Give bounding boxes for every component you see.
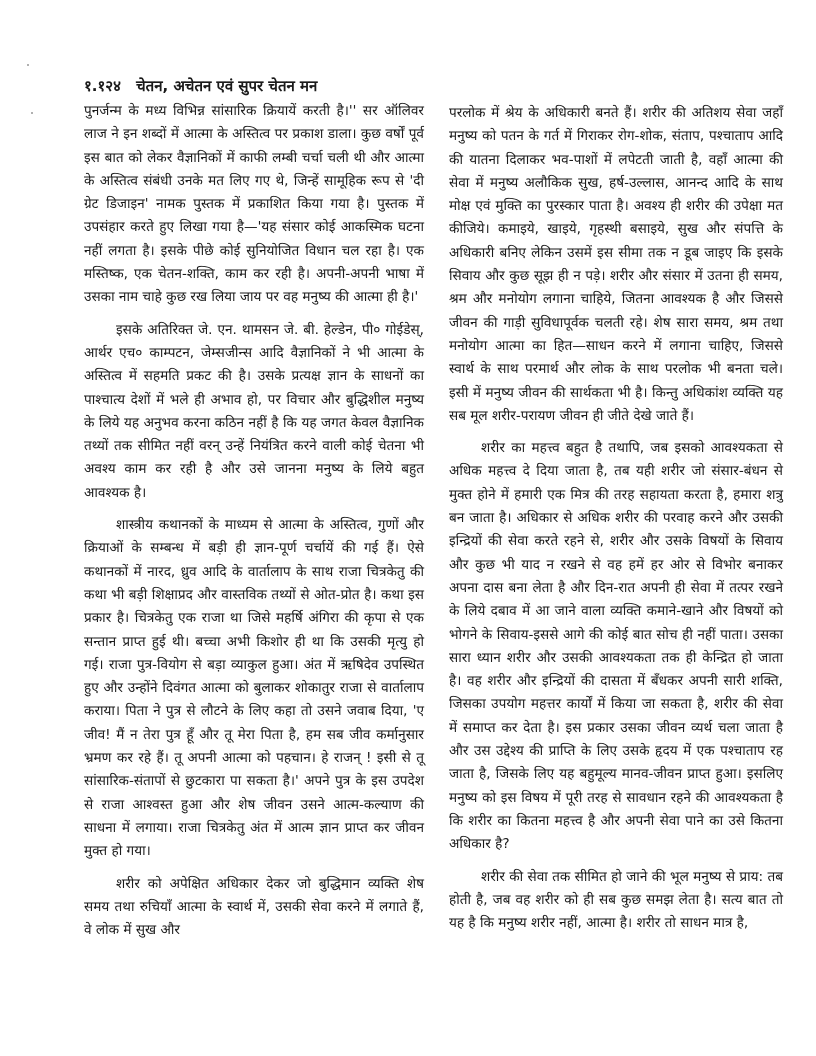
paragraph: शरीर की सेवा तक सीमित हो जाने की भूल मनुष्य से प्राय: तब होती है, जब वह शरीर को ही सब कुछ समझ लेता है। सत्य बात तो यह है कि मनुष्य शरीर नहीं, आत्मा है। शरीर तो साधन मात्र है, xyxy=(449,868,783,932)
left-column xyxy=(84,100,424,951)
paragraph: इसके अतिरिक्त जे. एन. थामसन जे. बी. हेल्डेन, पी० गोईडेस्, आर्थर एच० काम्पटन, जेम्सजीन्स आदि वैज्ञानिकों ने भी आत्मा के अस्तित्व में सहमति प्रकट की है। उसके प्रत्यक्ष ज्ञान के साधनों का पाश्चात्य देशों में भले ही अभाव हो, पर विचार और बुद्धिशील मनुष्य के लिये यह अनुभव करना कठिन नहीं है कि यह जगत केवल वैज्ञानिक तथ्यों तक सीमित नहीं वरन् उन्हें नियंत्रित करने वाली कोई चेतना भी अवश्य काम कर रही है और उसे जानना मनुष्य के लिये बहुत आवश्यक है। xyxy=(84,321,424,501)
paragraph: पुनर्जन्म के मध्य विभिन्न सांसारिक क्रियायें करती है।'' सर ऑलिवर लाज ने इन शब्दों में आत्मा के अस्तित्व पर प्रकाश डाला। कुछ वर्षों पूर्व इस बात को लेकर वैज्ञानिकों में काफी लम्बी चर्चा चली थी और आत्मा के अस्तित्व संबंधी उनके मत लिए गए थे, जिन्हें सामूहिक रूप से 'दी ग्रेट डिजाइन' नामक पुस्तक में प्रकाशित किया गया है। पुस्तक में उपसंहार करते हुए लिखा गया है—'यह संसार कोई आकस्मिक घटना नहीं लगता है। इसके पीछे कोई सुनियोजित विधान चल रहा है। एक मस्तिष्क, एक चेतन-शक्ति, काम कर रही है। अपनी-अपनी भाषा में उसका नाम चाहे कुछ रख लिया जाय पर वह मनुष्य की आत्मा ही है।' xyxy=(84,103,424,306)
paragraph: परलोक में श्रेय के अधिकारी बनते हैं। शरीर की अतिशय सेवा जहाँ मनुष्य को पतन के गर्त में गिराकर रोग-शोक, संताप, पश्चाताप आदि की यातना दिलाकर भव-पाशों में लपेटती जाती है, वहाँ आत्मा की सेवा में मनुष्य अलौकिक सुख, हर्ष-उल्लास, आनन्द आदि के साथ मोक्ष एवं मुक्ति का पुरस्कार पाता है। अवश्य ही शरीर की उपेक्षा मत कीजिये। कमाइये, खाइये, गृहस्थी बसाइये, सुख और संपत्ति के अधिकारी बनिए लेकिन उसमें इस सीमा तक न डूब जाइए कि इसके सिवाय और कुछ सूझ ही न पड़े। शरीर और संसार में उतना ही समय, श्रम और मनोयोग लगाना चाहिये, जितना आवश्यक है और जिससे जीवन की गाड़ी सुविधापूर्वक चलती रहे। शेष सारा समय, श्रम तथा मनोयोग आत्मा का हित—साधन करने में लगाना चाहिए, जिससे स्वार्थ के साथ परमार्थ और लोक के साथ परलोक भी बनता चले। इसी में मनुष्य जीवन की सार्थकता भी है। किन्तु अधिकांश व्यक्ति यह सब मूल शरीर-परायण जीवन ही जीते देखे जाते हैं। xyxy=(449,105,783,424)
page-header xyxy=(84,76,317,96)
scan-speck xyxy=(27,64,29,66)
page-number: १.१२४ xyxy=(84,77,121,95)
paragraph: शरीर को अपेक्षित अधिकार देकर जो बुद्धिमान व्यक्ति शेष समय तथा रुचियाँ आत्मा के स्वार्थ में, उसकी सेवा करने में लगाते हैं, वे लोक में सुख और xyxy=(84,875,424,939)
running-title: चेतन, अचेतन एवं सुपर चेतन मन xyxy=(136,77,318,95)
right-column xyxy=(449,102,783,944)
paragraph: शरीर का महत्त्व बहुत है तथापि, जब इसको आवश्यकता से अधिक महत्त्व दे दिया जाता है, तब यही शरीर जो संसार-बंधन से मुक्त होने में हमारी एक मित्र की तरह सहायता करता है, हमारा शत्रु बन जाता है। अधिकार से अधिक शरीर की परवाह करने और उसकी इन्द्रियों की सेवा करते रहने से, शरीर और उसके विषयों के सिवाय और कुछ भी याद न रखने से वह हमें हर ओर से विभोर बनाकर अपना दास बना लेता है और दिन-रात अपनी ही सेवा में तत्पर रखने के लिये दबाव में आ जाने वाला व्यक्ति कमाने-खाने और विषयों को भोगने के सिवाय-इससे आगे की कोई बात सोच ही नहीं पाता। उसका सारा ध्यान शरीर और उसकी आवश्यकता तक ही केन्द्रित हो जाता है। वह शरीर और इन्द्रियों की दासता में बँधकर अपनी सारी शक्ति, जिसका उपयोग महत्तर कार्यों में किया जा सकता है, शरीर की सेवा में समाप्त कर देता है। इस प्रकार उसका जीवन व्यर्थ चला जाता है और उस उद्देश्य की प्राप्ति के लिए उसके हृदय में एक पश्चाताप रह जाता है, जिसके लिए यह बहुमूल्य मानव-जीवन प्राप्त हुआ। इसलिए मनुष्य को इस विषय में पूरी तरह से सावधान रहने की आवश्यकता है कि शरीर का कितना महत्त्व है और अपनी सेवा पाने का उसे कितना अधिकार है? xyxy=(449,440,783,853)
scan-speck xyxy=(31,112,33,114)
paragraph: शास्त्रीय कथानकों के माध्यम से आत्मा के अस्तित्व, गुणों और क्रियाओं के सम्बन्ध में बड़ी ही ज्ञान-पूर्ण चर्चायें की गई हैं। ऐसे कथानकों में नारद, ध्रुव आदि के वार्तालाप के साथ राजा चित्रकेतु की कथा भी बड़ी शिक्षाप्रद और वास्तविक तथ्यों से ओत-प्रोत है। कथा इस प्रकार है। चित्रकेतु एक राजा था जिसे महर्षि अंगिरा की कृपा से एक सन्तान प्राप्त हुई थी। बच्चा अभी किशोर ही था कि उसकी मृत्यु हो गई। राजा पुत्र-वियोग से बड़ा व्याकुल हुआ। अंत में ऋषिदेव उपस्थित हुए और उन्होंने दिवंगत आत्मा को बुलाकर शोकातुर राजा से वार्तालाप कराया। पिता ने पुत्र से लौटने के लिए कहा तो उसने जवाब दिया, 'ए जीव! मैं न तेरा पुत्र हूँ और तू मेरा पिता है, हम सब जीव कर्मानुसार भ्रमण कर रहे हैं। तू अपनी आत्मा को पहचान। हे राजन् ! इसी से तू सांसारिक-संतापों से छुटकारा पा सकता है।' अपने पुत्र के इस उपदेश से राजा आश्वस्त हुआ और शेष जीवन उसने आत्म-कल्याण की साधना में लगाया। राजा चित्रकेतु अंत में आत्म ज्ञान प्राप्त कर जीवन मुक्त हो गया। xyxy=(84,517,424,860)
